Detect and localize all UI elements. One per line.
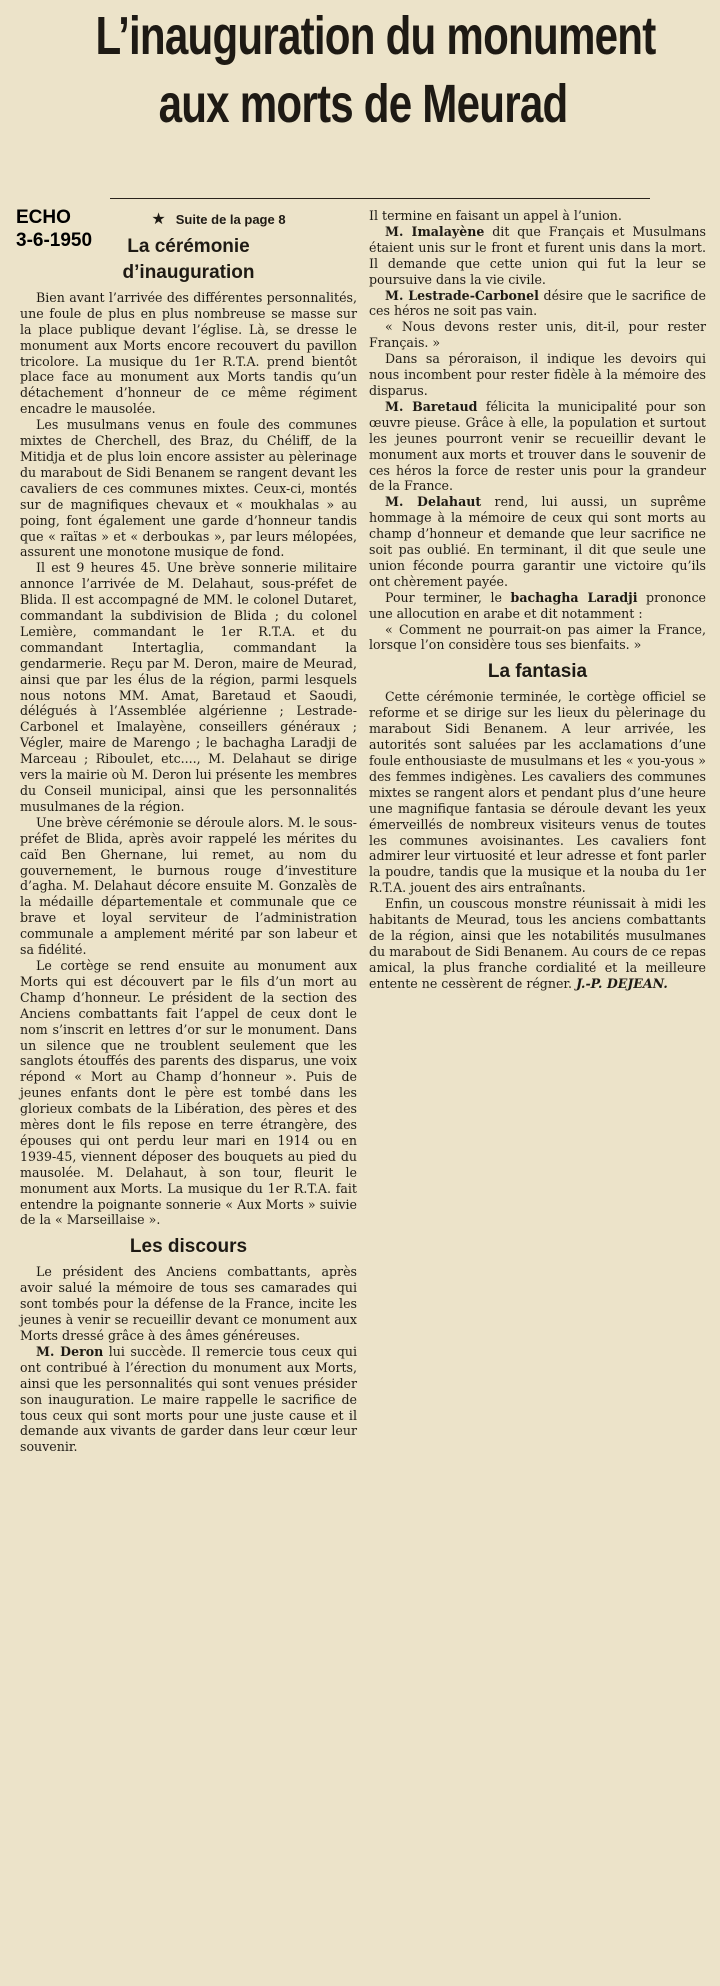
paragraph: Pour terminer, le bachagha Laradji prononce une allocution en arabe et dit notamment : [369, 589, 707, 621]
headline [95, 0, 656, 142]
paragraph: M. Delahaut rend, lui aussi, un suprême hommage à la mémoire de ceux qui sont morts au champ d’honneur et demande que leur sacrifice ne soit pas oublié. En terminant, il dit que seule une union féconde pourra garantir une victoire qu’ils ont chèrement payée. [369, 494, 706, 589]
headline-line-1: L’inauguration du monument [95, 6, 656, 66]
star-icon: ★ [151, 211, 166, 228]
paragraph: M. Baretaud félicita la municipalité pour son œuvre pieuse. Grâce à elle, la population et surtout les jeunes pourront venir se recueillir devant le monument aux morts et trouver dans le souvenir de ces héros la force de rester unis pour la grandeur de la France. [369, 398, 706, 494]
paragraph: M. Lestrade-Carbonel désire que le sacrifice de ces héros ne soit pas vain. [369, 287, 706, 319]
paragraph: Dans sa péroraison, il indique les devoirs qui nous incombent pour rester fidèle à la mémoire des disparus. [369, 351, 706, 398]
paragraph: Il est 9 heures 45. Une brève sonnerie militaire annonce l’arrivée de M. Delahaut, sous-préfet de Blida. Il est accompagné de MM. le colonel Dutaret, commandant la subdivision de Blida ; du colonel Lemière, commandant le 1er R.T.A. et du commandant Intertaglia, commandant la gendarmerie. Reçu par M. Deron, maire de Meurad, ainsi que par les élus de la région, parmi lesquels nous notons MM. Amat, Baretaud et Saoudi, délégués à l’Assemblée algérienne ; Lestrade-Carbonel et Imalayène, conseillers généraux ; Végler, maire de Marengo ; le bachagha Laradji de Marceau ; Riboulet, etc...., M. Delahaut se dirige vers la mairie où M. Deron lui présente les membres du Conseil municipal, ainsi que les personnalités musulmanes de la région. [20, 560, 357, 814]
section-heading-ceremonie: La cérémonie d’inauguration [122, 235, 255, 283]
paragraph: Il termine en faisant un appel à l’union. [369, 208, 622, 223]
signature: J.-P. DEJEAN. [576, 975, 668, 991]
section-heading-fantasia: La fantasia [487, 661, 588, 683]
paragraph: Le président des Anciens combattants, après avoir salué la mémoire de tous ses camarades qui sont tombés pour la défense de la France, incite les jeunes à venir se recueillir devant ce monument aux Morts dressé grâce à des âmes généreuses. [20, 1264, 357, 1343]
speaker-name: M. Imalayène [385, 223, 485, 239]
source-name: ECHO [16, 207, 71, 228]
paragraph: Bien avant l’arrivée des différentes personnalités, une foule de plus en plus nombreuse se masse sur la place publique devant l’église. Là, se dresse le monument aux Morts encore recouvert du pavillon tricolore. La musique du 1er R.T.A. prend bientôt place face au monument aux Morts tandis qu’un détachement d’honneur de ce même régiment encadre le mausolée. [20, 289, 357, 417]
speaker-name: M. Lestrade-Carbonel [385, 287, 539, 303]
paragraph: Le cortège se rend ensuite au monument aux Morts qui est découvert par le fils d’un mort au Champ d’honneur. Le président de la section des Anciens combattants fait l’appel de ceux dont le nom s’inscrit en lettres d’or sur le monument. Dans un silence que ne troublent seulement que les sanglots étouffés des parents des disparus, une voix répond « Mort au Champ d’honneur ». Puis de jeunes enfants dont le père est tombé dans les glorieux combats de la Libération, des pères et des mères dont le fils repose en terre étrangère, des épouses qui ont perdu leur mari en 1914 ou en 1939-45, viennent déposer des bouquets au pied du mausolée. M. Delahaut, à son tour, fleurit le monument aux Morts. La musique du 1er R.T.A. fait entendre la poignante sonnerie « Aux Morts » suivie de la « Marseillaise ». [20, 957, 357, 1228]
source-date: 3-6-1950 [16, 230, 93, 251]
column-right [369, 208, 706, 1455]
column-left [20, 208, 357, 1455]
headline-rule [110, 198, 650, 199]
paragraph: « Nous devons rester unis, dit-il, pour rester Français. » [369, 319, 706, 351]
speaker-name: M. Deron [36, 1343, 104, 1359]
section-heading-discours: Les discours [129, 1236, 248, 1258]
paragraph: M. Imalayène dit que Français et Musulmans étaient unis sur le front et furent unis dans la mort. Il demande que cette union qui fut la leur se poursuive dans la vie civile. [369, 223, 707, 287]
paragraph: Une brève cérémonie se déroule alors. M. le sous-préfet de Blida, après avoir rappelé les mérites du caïd Ben Ghernane, lui remet, au nom du gouvernement, le burnous rouge d’investiture d’agha. M. Delahaut décore ensuite M. Gonzalès de la médaille départementale et communale que ce brave et loyal serviteur de l’administration communale a amplement mérité par son labeur et sa fidélité. [20, 814, 357, 958]
paragraph: Enfin, un couscous monstre réunissait à midi les habitants de Meurad, tous les anciens combattants de la région, ainsi que les notabilités musulmanes du marabout de Sidi Benanem. Au cours de ce repas amical, la plus franche cordialité et la meilleure entente ne cessèrent de régner. J.-P. DEJEAN. [369, 896, 706, 991]
continuation-note: ★ Suite de la page 8 [151, 211, 286, 228]
quote: « Comment ne pourrait-on pas aimer la France, lorsque l’on considère tous ses bienfaits. » [369, 621, 706, 653]
paragraph: M. Deron lui succède. Il remercie tous ceux qui ont contribué à l’érection du monument aux Morts, ainsi que les personnalités qui sont venues présider son inauguration. Le maire rappelle le sacrifice de tous ceux qui sont morts pour une juste cause et il demande aux vivants de garder dans leur cœur leur souvenir. [20, 1343, 357, 1455]
article-body [20, 208, 706, 1455]
speaker-name: bachagha Laradji [510, 589, 638, 605]
paragraph: Cette cérémonie terminée, le cortège officiel se reforme et se dirige sur les lieux du pèlerinage du marabout Sidi Benanem. A leur arrivée, les autorités sont saluées par les acclamations d’une foule enthousiaste de musulmans et les « you-yous » des femmes indigènes. Les cavaliers des communes mixtes se rangent alors et pendant plus d’une heure une magnifique fantasia se déroule devant les yeux émerveillés de nombreux visiteurs venus de toutes les communes avoisinantes. Les cavaliers font admirer leur virtuosité et leur adresse et font parler la poudre, tandis que la musique et la nouba du 1er R.T.A. jouent des airs entraînants. [369, 689, 706, 896]
headline-line-2: aux morts de Meurad [158, 74, 568, 134]
paragraph: Les musulmans venus en foule des communes mixtes de Cherchell, des Braz, du Chéliff, de la Mitidja et de plus loin encore assister au pèlerinage du marabout de Sidi Benanem se rangent devant les cavaliers de ces communes mixtes. Ceux-ci, montés sur de magnifiques chevaux et « moukhalas » au poing, font également une garde d’honneur tandis que « raïtas » et « derboukas », par leurs mélopées, assurent une monotone musique de fond. [20, 417, 357, 560]
speaker-name: M. Baretaud [385, 398, 478, 414]
speaker-name: M. Delahaut [385, 494, 482, 510]
